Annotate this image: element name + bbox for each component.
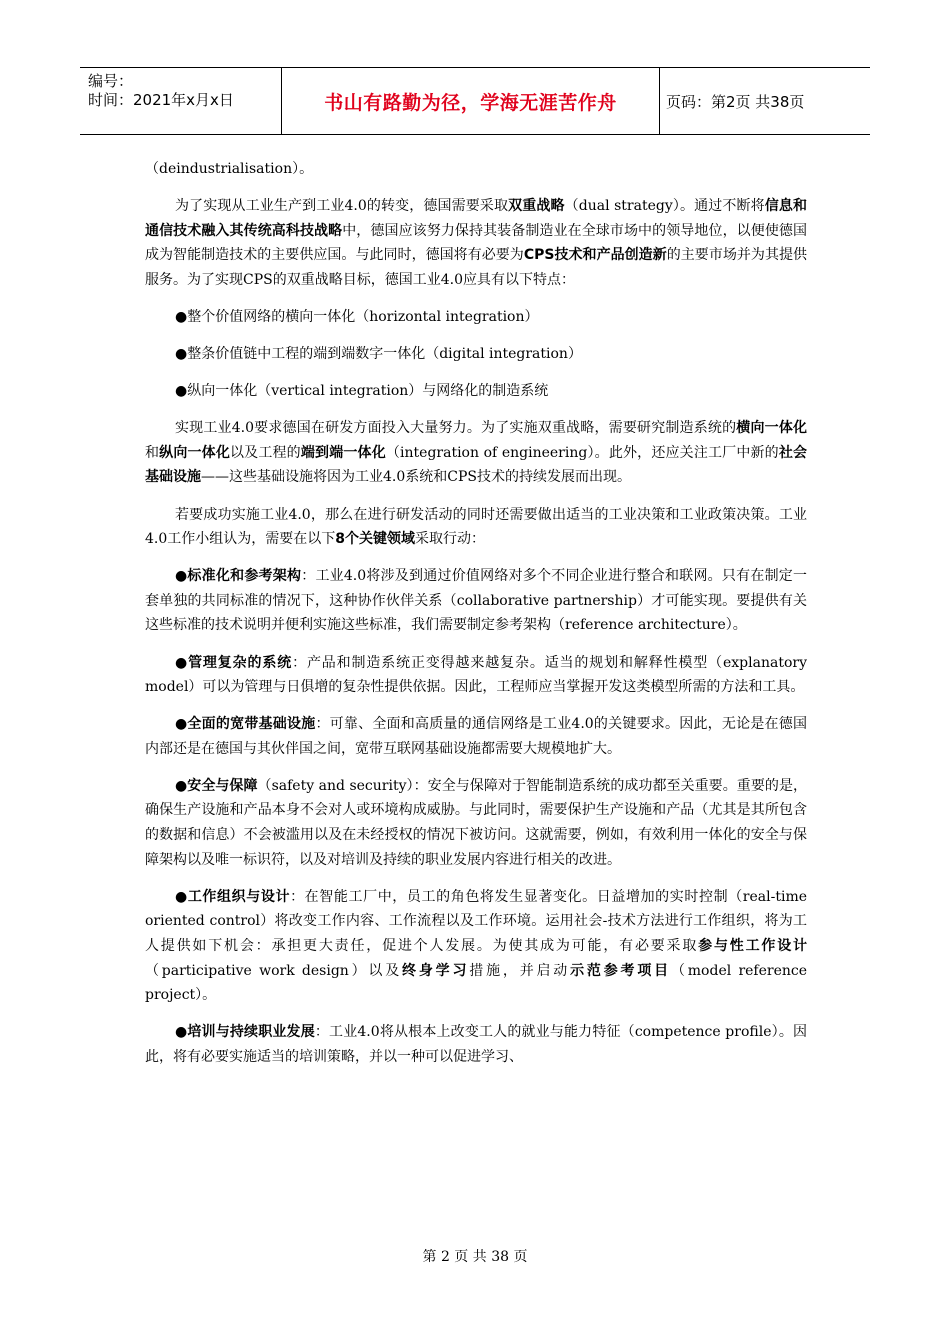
header-motto: 书山有路勤为径，学海无涯苦作舟: [324, 91, 617, 114]
bold-text: 纵向一体化: [159, 444, 231, 461]
text-run: 若要成功实施工业4.0，那么在进行研发活动的同时还需要做出适当的工业决策和工业政策决策。工业4.0工作小组认为，需要在以下: [145, 506, 807, 548]
bold-text: CPS技术和产品创造新: [523, 247, 667, 264]
bold-text: 终身学习: [402, 962, 470, 979]
bold-text: 参与性工作设计: [698, 937, 808, 954]
text-run: ：在智能工厂中，员工的角色将发生显著变化。日益增加的实时控制（real-time oriented control）将改变工作内容、工作流程以及工作环境。运用社会-技术方法进行工作组织，将为工人提供如下机会：承担更大责任，促进个人发展。为使其成为可能，有必要采取: [145, 888, 807, 954]
text-run: （integration of engineering）。此外，还应关注工厂中新的: [385, 444, 779, 461]
bold-text: ●工作组织与设计: [175, 888, 291, 905]
header-info-cell: [80, 68, 282, 134]
document-date: 时间：2021年x月x日: [88, 91, 234, 109]
paragraph: [145, 885, 807, 1008]
paragraph: [145, 379, 807, 404]
text-run: 中，德国应该努力保持其装备制造业在全球市场中的领导地位，以便使德国成为智能制造技术的主要供应国。与此同时，德国将有必要为: [145, 222, 807, 264]
bold-text: 示范参考项目: [570, 962, 671, 979]
paragraph: [145, 712, 807, 761]
paragraph: [145, 194, 807, 292]
text-run: ●纵向一体化（vertical integration）与网络化的制造系统: [175, 383, 549, 400]
text-run: （safety and security）：安全与保障对于智能制造系统的成功都至关重要。重要的是，确保生产设施和产品本身不会对人或环境构成威胁。与此同时，需要保护生产设施和产品（尤其是其所包含的数据和信息）不会被滥用以及在未经授权的情况下被访问。这就需要，例如，有效利用一体化的安全与保障架构以及唯一标识符，以及对培训及持续的职业发展内容进行相关的改进。: [145, 777, 807, 868]
text-run: （deindustrialisation）。: [145, 161, 314, 177]
paragraph: [145, 342, 807, 367]
bold-text: 社会基础设施: [145, 444, 808, 486]
text-run: 采取行动：: [415, 531, 486, 548]
text-run: ：工业4.0将从根本上改变工人的就业与能力特征（competence profile）。因此，将有必要实施适当的培训策略，并以一种可以促进学习、: [145, 1024, 807, 1065]
bold-text: ●标准化和参考架构: [175, 568, 302, 585]
bold-text: 双重战略: [508, 198, 565, 215]
text-run: 的主要市场并为其提供服务。为了实现CPS的双重战略目标，德国工业4.0应具有以下特点：: [145, 247, 808, 288]
bold-text: ●管理复杂的系统: [175, 654, 293, 671]
text-run: 实现工业4.0要求德国在研发方面投入大量努力。为了实施双重战略，需要研究制造系统的: [175, 420, 737, 437]
bold-text: 端到端一体化: [300, 444, 386, 461]
page-footer: 第 2 页 共 38 页: [422, 1249, 528, 1265]
bold-text: 8个关键领域: [335, 531, 416, 548]
text-run: 以及工程的: [230, 444, 301, 461]
header-motto-cell: [282, 68, 660, 134]
paragraph: [145, 503, 807, 552]
bold-text: ●安全与保障: [175, 777, 258, 794]
text-run: （model reference project）。: [145, 962, 808, 1004]
text-run: ：产品和制造系统正变得越来越复杂。适当的规划和解释性模型（explanatory model）可以为管理与日俱增的复杂性提供依据。因此，工程师应当掌握开发这类模型所需的方法和工具。: [145, 654, 807, 696]
paragraph: [145, 157, 807, 182]
text-run: ：可靠、全面和高质量的通信网络是工业4.0的关键要求。因此，无论是在德国内部还是在德国与其伙伴国之间，宽带互联网基础设施都需要大规模地扩大。: [145, 716, 808, 757]
paragraph: [145, 774, 807, 872]
text-run: 措施，并启动: [469, 962, 571, 979]
text-run: ：工业4.0将涉及到通过价值网络对多个不同企业进行整合和联网。只有在制定一套单独的共同标准的情况下，这种协作伙伴关系（collaborative partnership）才可能实现。要提供有关这些标准的技术说明并便利实施这些标准，我们需要制定参考架构（reference architecture）。: [145, 568, 808, 634]
bold-text: ●培训与持续职业发展: [175, 1024, 315, 1041]
header-page-number: 页码：第2页 共38页: [666, 92, 805, 111]
text-run: ——这些基础设施将因为工业4.0系统和CPS技术的持续发展而出现。: [201, 469, 631, 486]
header-table: [80, 67, 870, 135]
text-run: （dual strategy）。通过不断将: [564, 198, 765, 215]
text-run: 为了实现从工业生产到工业4.0的转变，德国需要采取: [175, 198, 509, 215]
text-run: ●整条价值链中工程的端到端数字一体化（digital integration）: [175, 346, 582, 363]
paragraph: [145, 651, 807, 700]
paragraph: [145, 416, 807, 490]
bold-text: 横向一体化: [736, 420, 808, 437]
paragraph: [145, 305, 807, 330]
bold-text: 信息和通信技术融入其传统高科技战略: [145, 198, 808, 239]
bold-text: ●全面的宽带基础设施: [175, 716, 316, 733]
header-page-cell: [660, 68, 870, 134]
text-run: （participative work design）以及: [145, 962, 403, 979]
document-number-label: 编号：: [88, 72, 134, 90]
document-body: [145, 157, 807, 1082]
paragraph: [145, 1020, 807, 1069]
text-run: ●整个价值网络的横向一体化（horizontal integration）: [175, 308, 539, 325]
paragraph: [145, 564, 807, 638]
text-run: 和: [145, 444, 160, 461]
